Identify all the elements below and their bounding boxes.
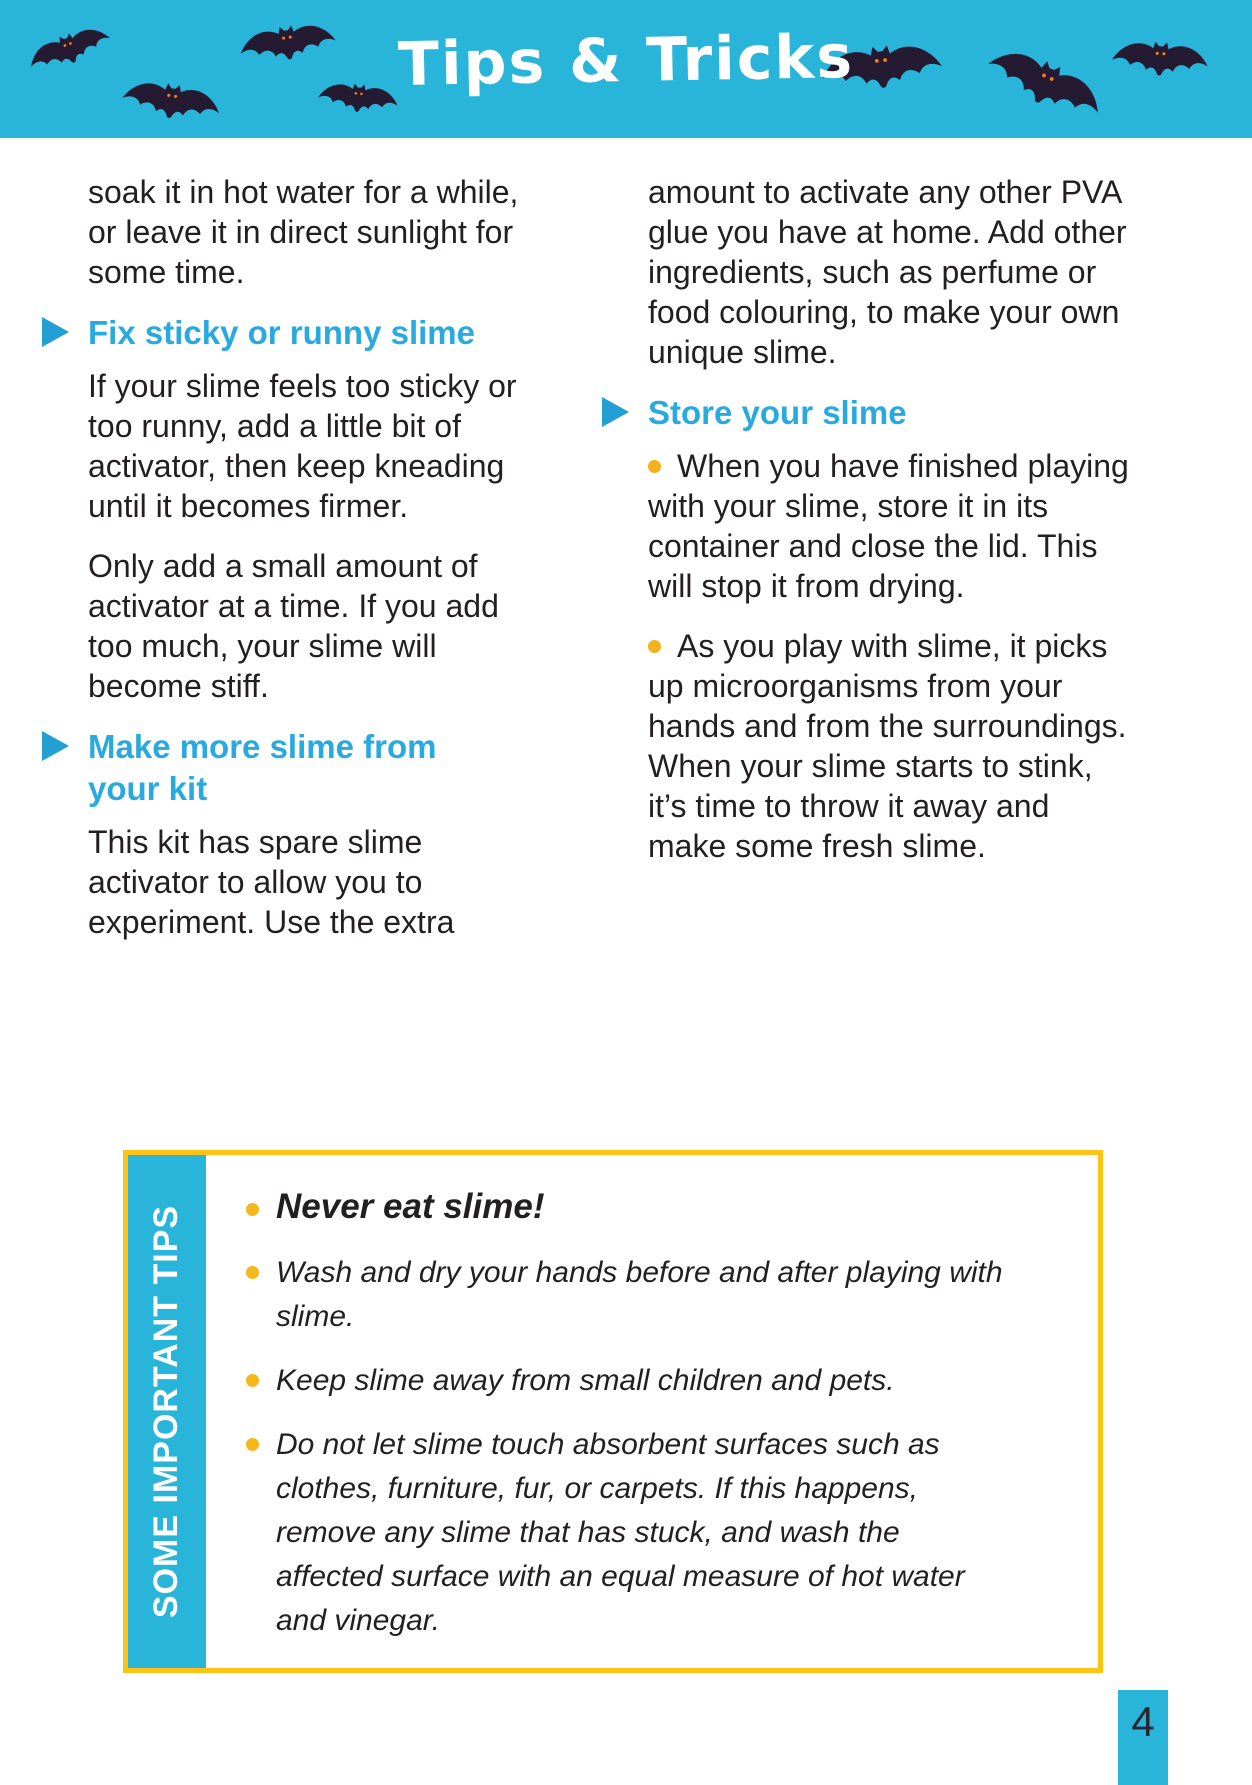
bullet-text: When you have finished playing with your slime, store it in its container and close the lid. This will stop it from drying.	[648, 448, 1129, 604]
page-number-badge	[1118, 1690, 1168, 1785]
bullet-icon	[648, 460, 661, 473]
bullet-item	[648, 446, 1130, 606]
right-column	[648, 172, 1130, 886]
tip-item	[246, 1423, 1008, 1643]
tip-text: Never eat slime!	[276, 1187, 545, 1226]
bullet-icon	[648, 640, 661, 653]
bullet-item	[648, 626, 1130, 866]
left-column	[88, 172, 550, 962]
bullet-icon	[246, 1266, 259, 1279]
tip-item	[246, 1359, 1008, 1403]
tip-item	[246, 1185, 1008, 1231]
bullet-icon	[246, 1374, 259, 1387]
section-heading-label: Store your slime	[648, 394, 907, 431]
section-heading-store-slime	[648, 392, 1130, 434]
section-heading-fix-slime	[88, 312, 550, 354]
page-number: 4	[1131, 1698, 1155, 1745]
bullet-icon	[246, 1203, 259, 1216]
section-heading-label: Fix sticky or runny slime	[88, 314, 475, 351]
bullet-text: As you play with slime, it picks up microorganisms from your hands and from the surroundings. When your slime starts to stink, it’s time to throw it away and make some fresh slime.	[648, 628, 1127, 864]
tip-item	[246, 1251, 1008, 1339]
tips-list	[246, 1185, 1008, 1663]
tip-text: Wash and dry your hands before and after playing with slime.	[276, 1256, 1003, 1333]
page-title: Tips & Tricks	[397, 22, 855, 100]
tips-banner-label: SOME IMPORTANT TIPS	[147, 1204, 186, 1619]
header-banner	[0, 0, 1252, 138]
important-tips-box	[123, 1150, 1103, 1673]
arrow-icon	[602, 397, 629, 427]
tips-banner	[128, 1155, 206, 1668]
paragraph: Only add a small amount of activator at a time. If you add too much, your slime will become stiff.	[88, 548, 499, 704]
section-heading-make-more-slime	[88, 726, 550, 810]
arrow-icon	[42, 731, 69, 761]
paragraph: This kit has spare slime activator to allow you to experiment. Use the extra	[88, 824, 455, 940]
arrow-icon	[42, 317, 69, 347]
tip-text: Keep slime away from small children and pets.	[276, 1364, 895, 1397]
paragraph: If your slime feels too sticky or too runny, add a little bit of activator, then keep kneading until it becomes firmer.	[88, 368, 517, 524]
paragraph-continuation: amount to activate any other PVA glue you have at home. Add other ingredients, such as perfume or food colouring, to make your own unique slime.	[648, 174, 1127, 370]
section-heading-label: Make more slime from your kit	[88, 728, 437, 807]
paragraph-intro: soak it in hot water for a while, or leave it in direct sunlight for some time.	[88, 174, 519, 290]
bullet-icon	[246, 1438, 259, 1451]
tip-text: Do not let slime touch absorbent surfaces such as clothes, furniture, fur, or carpets. If this happens, remove any slime that has stuck, and wash the affected surface with an equal measure of hot water and vinegar.	[276, 1428, 965, 1637]
